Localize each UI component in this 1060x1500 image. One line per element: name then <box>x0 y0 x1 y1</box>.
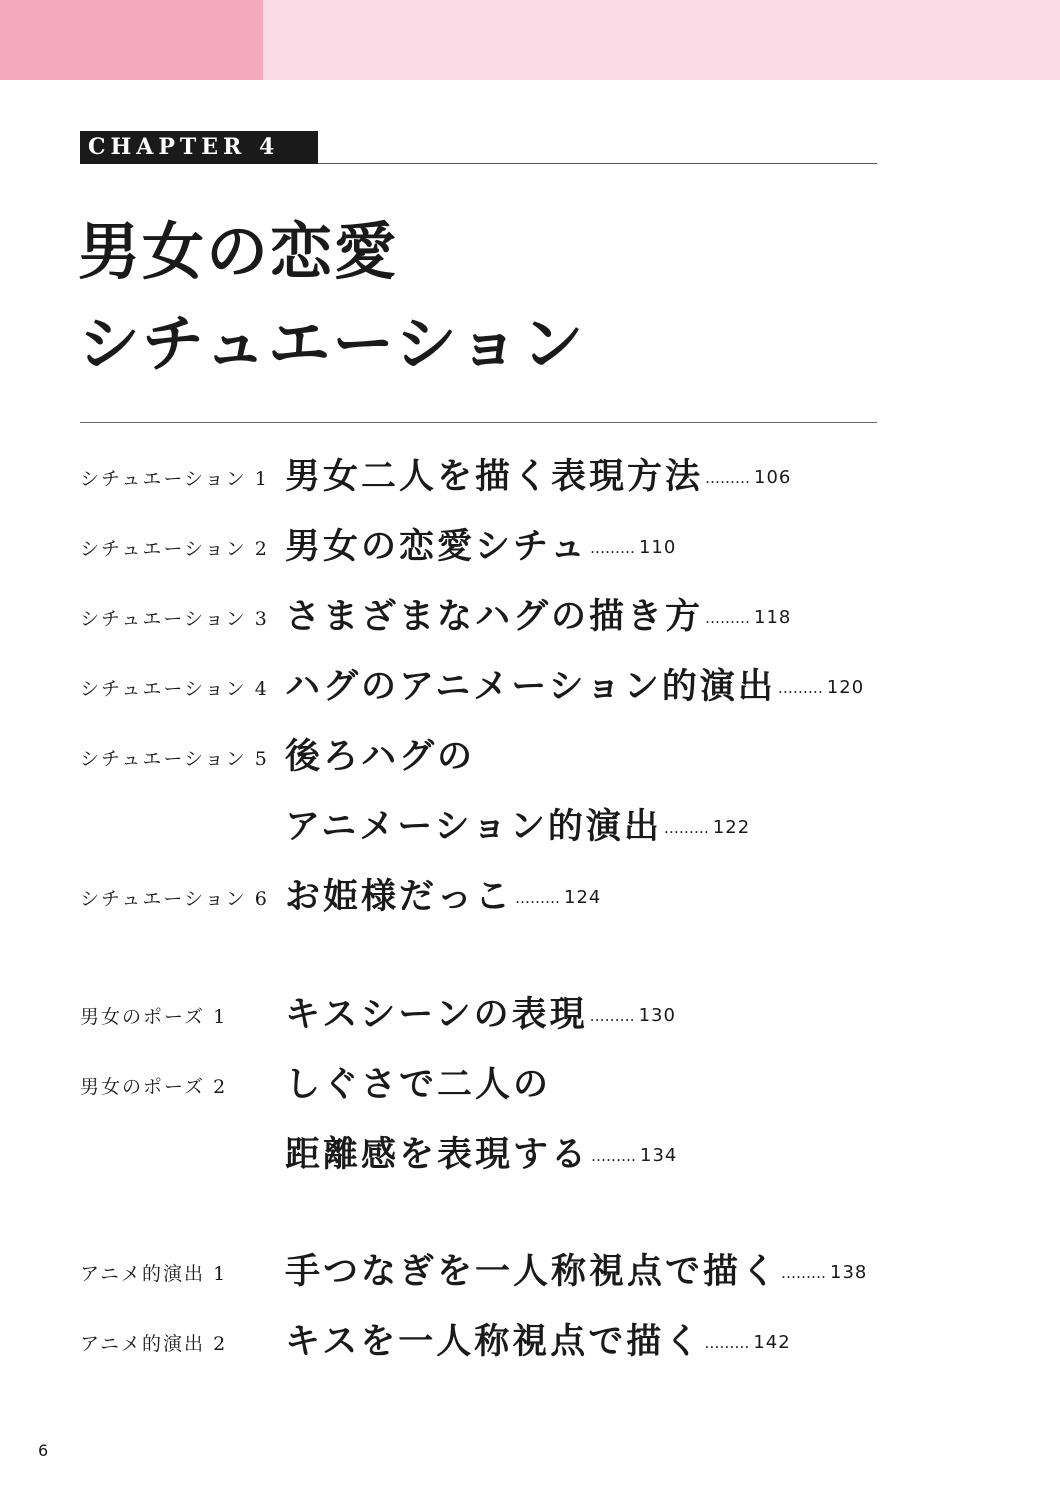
toc-entry-title-line <box>285 452 791 522</box>
toc-entry-title-text: キスを一人称視点で描く <box>285 1322 703 1362</box>
toc-entry-title-text: アニメーション的演出 <box>285 807 662 847</box>
toc-entry-title <box>285 662 864 732</box>
toc-entry-title <box>285 872 601 942</box>
toc-entry-label: シチュエーション 3 <box>80 608 269 630</box>
toc-entry-title-line <box>285 1060 677 1130</box>
toc-leader-dots: ……… <box>704 1334 750 1352</box>
toc-entry-title-line <box>285 872 601 942</box>
toc-leader-dots: ……… <box>515 889 561 907</box>
toc-entry-title <box>285 732 750 872</box>
toc-entry-label: 男女のポーズ 1 <box>80 1006 228 1028</box>
toc-leader-dots: ……… <box>591 1147 637 1165</box>
toc-leader-dots: ……… <box>589 1007 635 1025</box>
chapter-rule <box>318 163 877 164</box>
toc-page-number: 122 <box>712 817 751 838</box>
toc-entry-title <box>285 522 676 592</box>
toc-entry-title-text: 手つなぎを一人称視点で描く <box>285 1252 780 1292</box>
toc-entry-title-line <box>285 732 750 802</box>
toc-entry-title-line <box>285 662 864 732</box>
toc-entry-title-text: さまざまなハグの描き方 <box>285 597 704 637</box>
toc-leader-dots: ……… <box>705 469 751 487</box>
toc-entry-title-line <box>285 1130 677 1200</box>
toc-entry-label: シチュエーション 5 <box>80 748 269 770</box>
toc-entry-title-line <box>285 1317 791 1387</box>
toc-entry-title-text: 距離感を表現する <box>285 1135 590 1175</box>
toc-entry-title-line <box>285 522 676 592</box>
toc-entry-title-text: キスシーンの表現 <box>285 995 588 1035</box>
toc-entry-title <box>285 1247 867 1317</box>
toc-entry-title-text: しぐさで二人の <box>285 1065 552 1105</box>
toc-entry-label: 男女のポーズ 2 <box>80 1076 228 1098</box>
toc-entry-label: シチュエーション 2 <box>80 538 269 560</box>
toc-page-number: 110 <box>638 537 677 558</box>
toc-entry-title <box>285 452 791 522</box>
toc-entry-label: アニメ的演出 2 <box>80 1333 228 1355</box>
page-number: 6 <box>38 1441 49 1460</box>
header-band-light <box>263 0 1060 80</box>
toc-entry-title-text: お姫様だっこ <box>285 877 514 917</box>
toc-entry-label: アニメ的演出 1 <box>80 1263 228 1285</box>
toc-page-number: 142 <box>753 1332 791 1353</box>
toc-entry-title <box>285 1060 677 1200</box>
toc-entry-title-line <box>285 1247 867 1317</box>
toc-page-number: 124 <box>564 887 602 908</box>
toc-leader-dots: ……… <box>777 679 823 697</box>
chapter-title <box>78 206 898 390</box>
toc-entry-title-text: 男女二人を描く表現方法 <box>285 457 704 497</box>
toc-leader-dots: ……… <box>781 1264 827 1282</box>
toc-page-number: 130 <box>638 1005 676 1026</box>
toc-page-number: 106 <box>754 467 792 488</box>
chapter-title-line-2: シチュエーション <box>78 307 586 380</box>
toc-entry-title <box>285 1317 791 1387</box>
chapter-label: CHAPTER 4 <box>80 131 318 164</box>
toc-entry-title-line <box>285 990 676 1060</box>
chapter-title-line-1: 男女の恋愛 <box>78 215 399 288</box>
toc-page-number: 118 <box>754 607 792 628</box>
toc-entry-title-text: ハグのアニメーション的演出 <box>285 667 776 707</box>
toc-entry-title-text: 男女の恋愛シチュ <box>285 527 588 567</box>
toc-entry-title-line <box>285 592 791 662</box>
toc-entry-label: シチュエーション 6 <box>80 888 269 910</box>
chapter-heading <box>80 131 877 164</box>
title-divider <box>80 422 877 423</box>
toc-page-number: 120 <box>826 677 865 698</box>
toc-page-number: 134 <box>640 1145 678 1166</box>
toc-entry-label: シチュエーション 4 <box>80 678 269 700</box>
toc-page-number: 138 <box>830 1262 868 1283</box>
header-band-dark <box>0 0 263 80</box>
toc-entry-title <box>285 990 676 1060</box>
toc-leader-dots: ……… <box>589 539 635 557</box>
toc-leader-dots: ……… <box>663 819 709 837</box>
toc-entry-label: シチュエーション 1 <box>80 468 269 490</box>
toc-entry-title <box>285 592 791 662</box>
toc-entry-title-text: 後ろハグの <box>285 737 476 777</box>
toc-entry-title-line <box>285 802 750 872</box>
toc-leader-dots: ……… <box>705 609 751 627</box>
